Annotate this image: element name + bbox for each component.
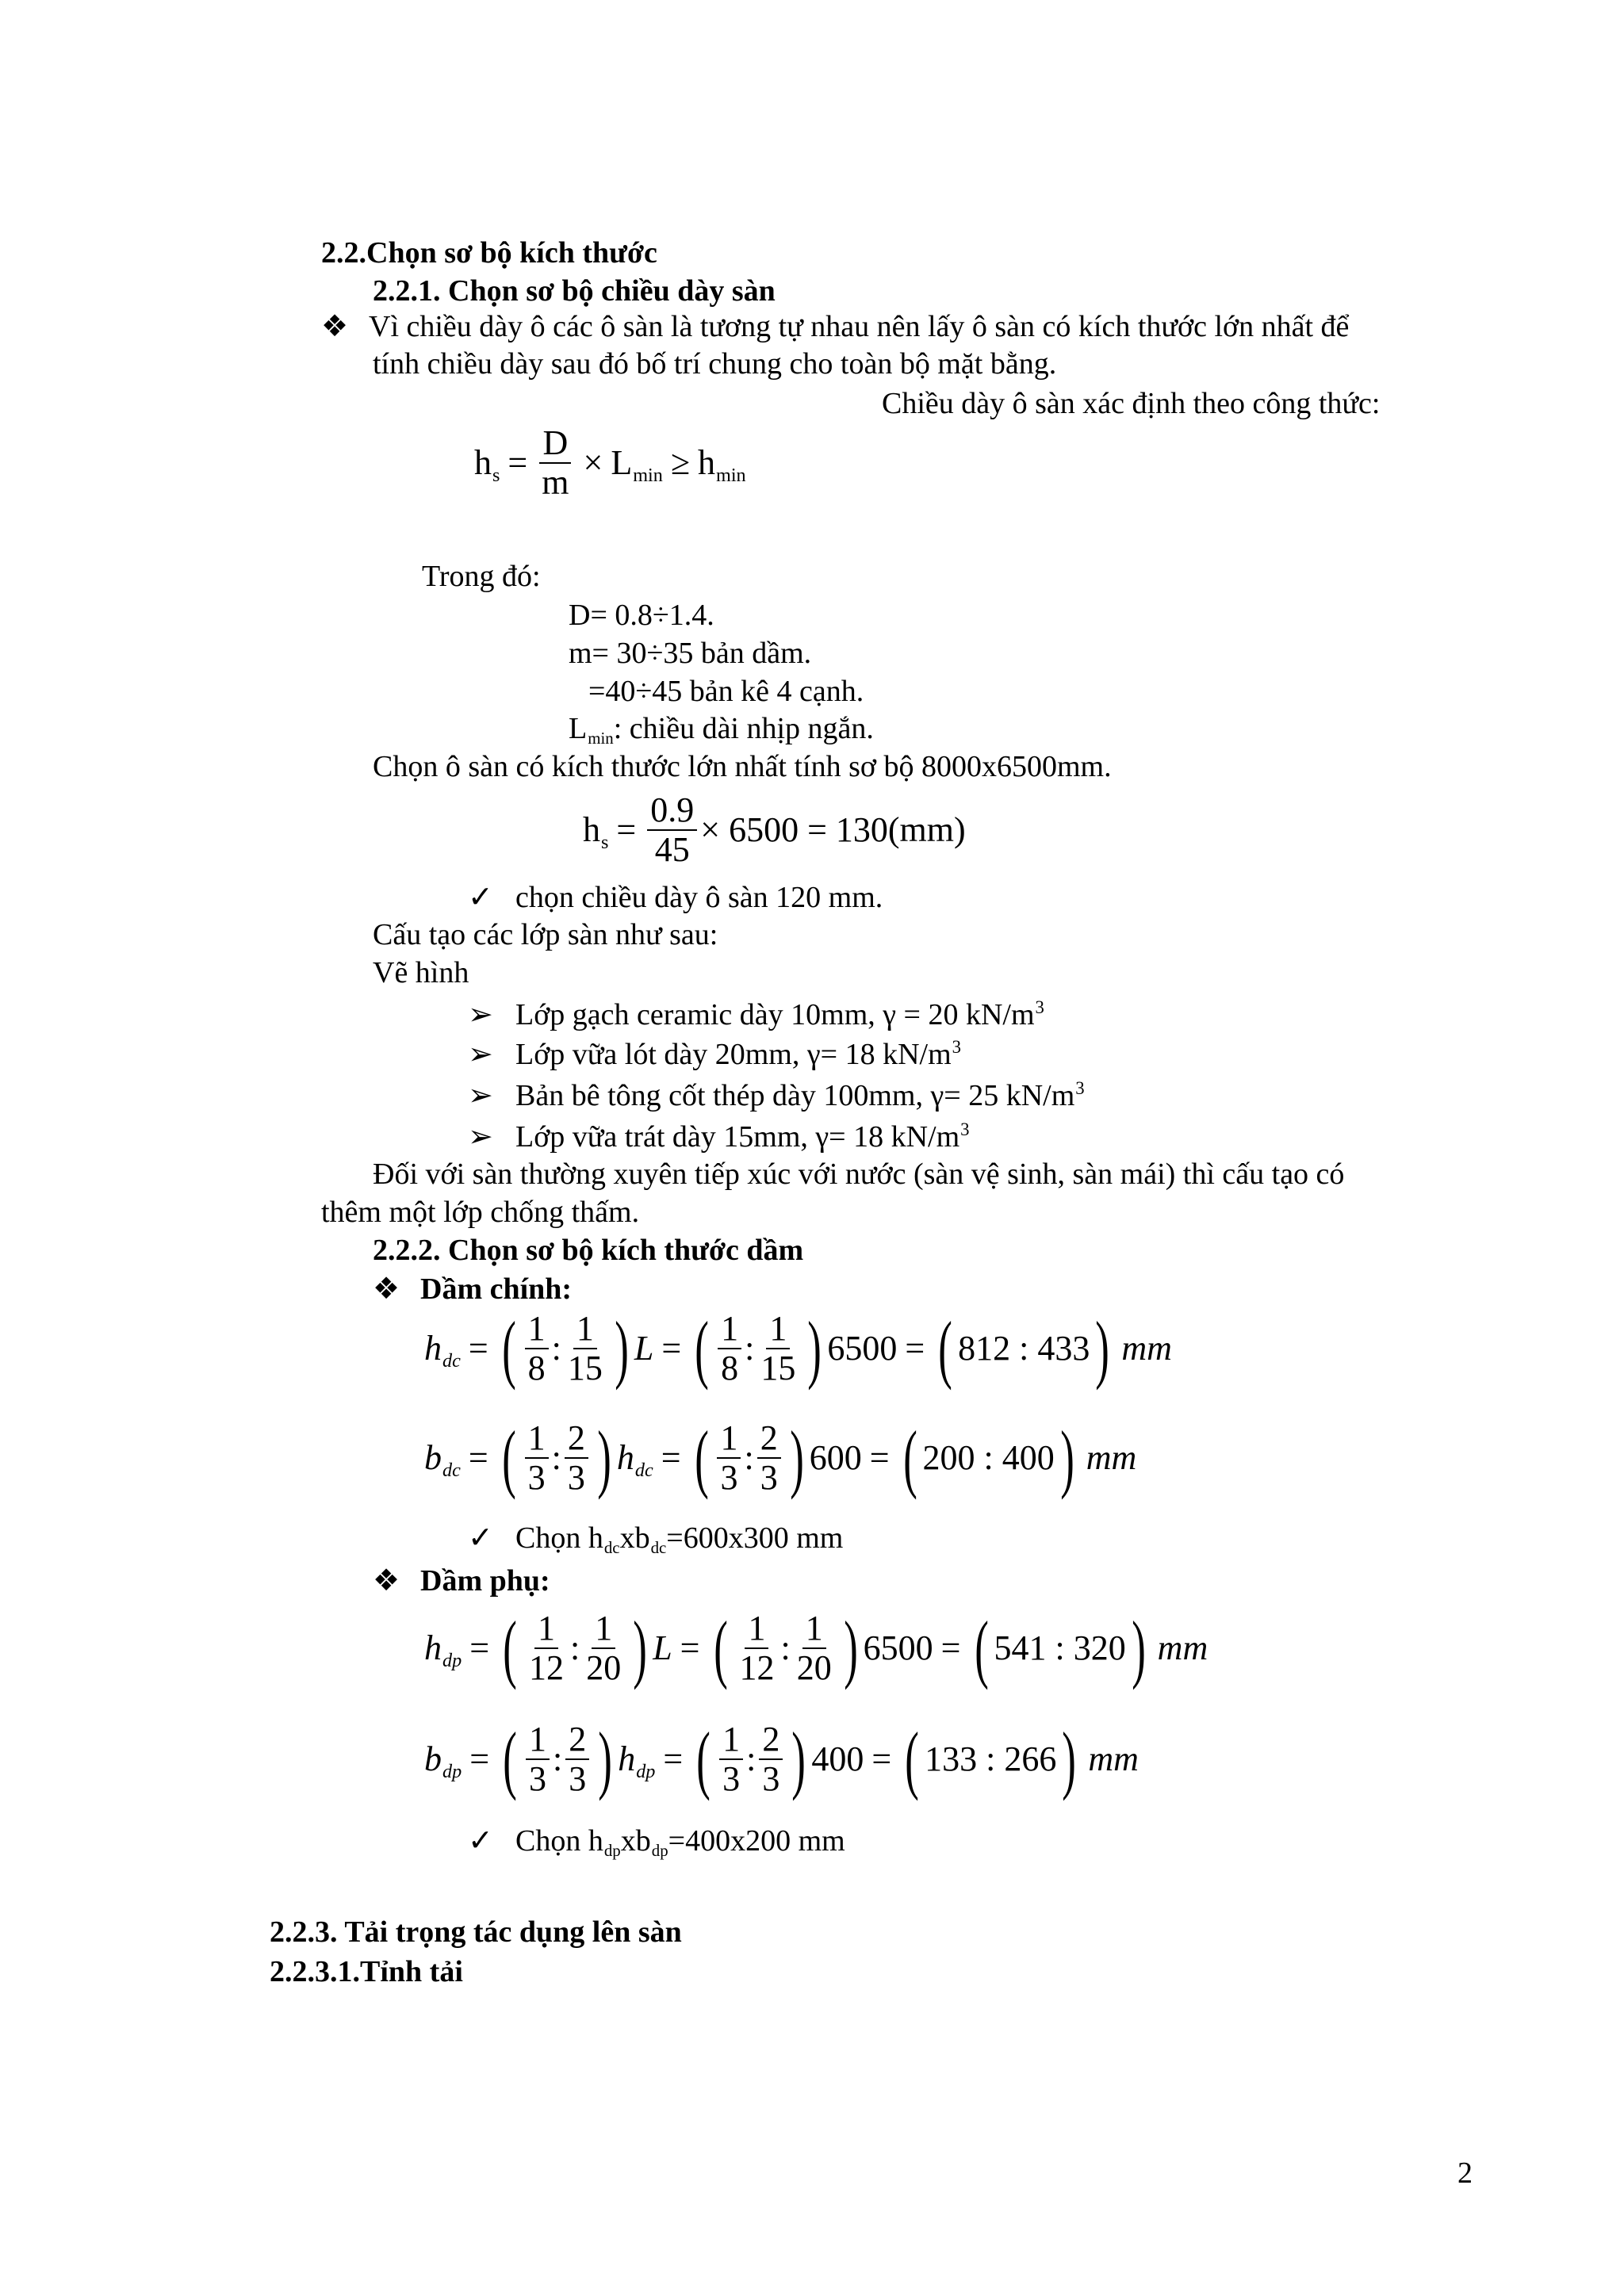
check-slab-thickness: ✓ chọn chiều dày ô sàn 120 mm. [468, 879, 883, 914]
check-main-beam: ✓ Chọn hdcxbdc=600x300 mm [468, 1520, 844, 1558]
diamond-bullet-icon: ❖ [321, 308, 349, 343]
intro-line-2: tính chiều dày sau đó bố trí chung cho toàn bộ mặt bằng. [373, 347, 1057, 381]
formula-hdc: hdc = ( $\frac{1}{8}$ : $\frac{1}{15}$ ) L = ( $\frac{1}{8}$ : $\frac{1}{15}$ ) 6500 = ( 812 : 433 ) mm [424, 1306, 1172, 1391]
formula-bdp: bdp = ( $\frac{1}{3}$ : $\frac{2}{3}$ ) hdp = ( $\frac{1}{3}$ : $\frac{2}{3}$ ) 400 = ( 133 : 266 ) mm [424, 1716, 1139, 1802]
layer-item: ➢ Lớp gạch ceramic dày 10mm, γ = 20 $kN/m^3$ [468, 997, 1044, 1031]
intro-paragraph [321, 308, 1350, 343]
section-heading-2-2-3-1: 2.2.3.1.Tỉnh tải [270, 1955, 463, 1988]
secondary-beam-heading: ❖ Dầm phụ: [373, 1563, 550, 1598]
where-label: Trong đó: [422, 560, 541, 593]
diamond-bullet-icon: ❖ [373, 1563, 400, 1598]
formula-intro: Chiều dày ô sàn xác định theo công thức: [882, 387, 1381, 420]
check-secondary-beam: ✓ Chọn hdpxbdp=400x200 mm [468, 1823, 845, 1861]
fraction-d-over-m: $\frac{D}{m}$ [538, 424, 572, 503]
times-sign: × [583, 443, 603, 483]
page-number: 2 [1457, 2156, 1473, 2190]
where-item-lmin: Lmin: chiều dài nhịp ngắn. [569, 712, 874, 748]
formula-slab-calc: hs = $\frac{0.9}{45}$ × 6500 = 130(mm) [583, 790, 966, 870]
section-heading-2-2-3: 2.2.3. Tải trọng tác dụng lên sàn [270, 1915, 682, 1949]
where-item-m: m= 30÷35 bản dầm. [569, 637, 812, 670]
arrow-bullet-icon: ➢ [468, 997, 493, 1031]
arrow-bullet-icon: ➢ [468, 1119, 493, 1154]
equals-sign: = [508, 443, 528, 483]
choose-panel-text: Chọn ô sàn có kích thước lớn nhất tính sơ bộ 8000x6500mm. [373, 750, 1112, 783]
section-heading-2-2: 2.2.Chọn sơ bộ kích thước [321, 236, 657, 270]
formula-lhs: hs [474, 443, 500, 486]
section-heading-2-2-2: 2.2.2. Chọn sơ bộ kích thước dầm [373, 1234, 804, 1267]
where-item-m2: =40÷45 bản kê 4 cạnh. [588, 675, 864, 708]
wet-area-line-1: Đối với sàn thường xuyên tiếp xúc với nước (sàn vệ sinh, sàn mái) thì cấu tạo có [373, 1158, 1345, 1191]
diamond-bullet-icon: ❖ [373, 1271, 400, 1306]
formula-hdp: hdp = ( $\frac{1}{12}$ : $\frac{1}{20}$ ) L = ( $\frac{1}{12}$ : $\frac{1}{20}$ ) 6500 = ( 541 : 320 ) mm [424, 1605, 1208, 1691]
layer-item: ➢ Lớp vữa lót dày 20mm, γ= 18 $kN/m^3$ [468, 1036, 962, 1071]
wet-area-line-2: thêm một lớp chống thấm. [321, 1196, 640, 1229]
where-item-d: D= 0.8÷1.4. [569, 599, 714, 632]
arrow-bullet-icon: ➢ [468, 1036, 493, 1071]
layer-item: ➢ Lớp vữa trát dày 15mm, γ= 18 $kN/m^3$ [468, 1119, 970, 1154]
intro-line-1: Vì chiều dày ô các ô sàn là tương tự nhau nên lấy ô sàn có kích thước lớn nhất để [369, 310, 1350, 343]
check-icon: ✓ [468, 879, 493, 914]
layer-item: ➢ Bản bê tông cốt thép dày 100mm, γ= 25 $kN/m^3$ [468, 1077, 1085, 1112]
arrow-bullet-icon: ➢ [468, 1077, 493, 1112]
geq-sign: ≥ [670, 443, 690, 483]
check-icon: ✓ [468, 1823, 493, 1858]
formula-slab-thickness [474, 424, 746, 503]
l-min: Lmin [611, 443, 663, 486]
h-min: hmin [698, 443, 746, 486]
section-heading-2-2-1: 2.2.1. Chọn sơ bộ chiều dày sàn [373, 274, 776, 308]
fraction-09-over-45: $\frac{0.9}{45}$ [647, 791, 697, 870]
main-beam-heading: ❖ Dầm chính: [373, 1271, 573, 1306]
draw-figure-note: Vẽ hình [373, 956, 469, 989]
formula-bdc: bdc = ( $\frac{1}{3}$ : $\frac{2}{3}$ ) hdc = ( $\frac{1}{3}$ : $\frac{2}{3}$ ) 600 = ( 200 : 400 ) mm [424, 1415, 1137, 1501]
check-icon: ✓ [468, 1520, 493, 1555]
layers-intro: Cấu tạo các lớp sàn như sau: [373, 918, 718, 951]
